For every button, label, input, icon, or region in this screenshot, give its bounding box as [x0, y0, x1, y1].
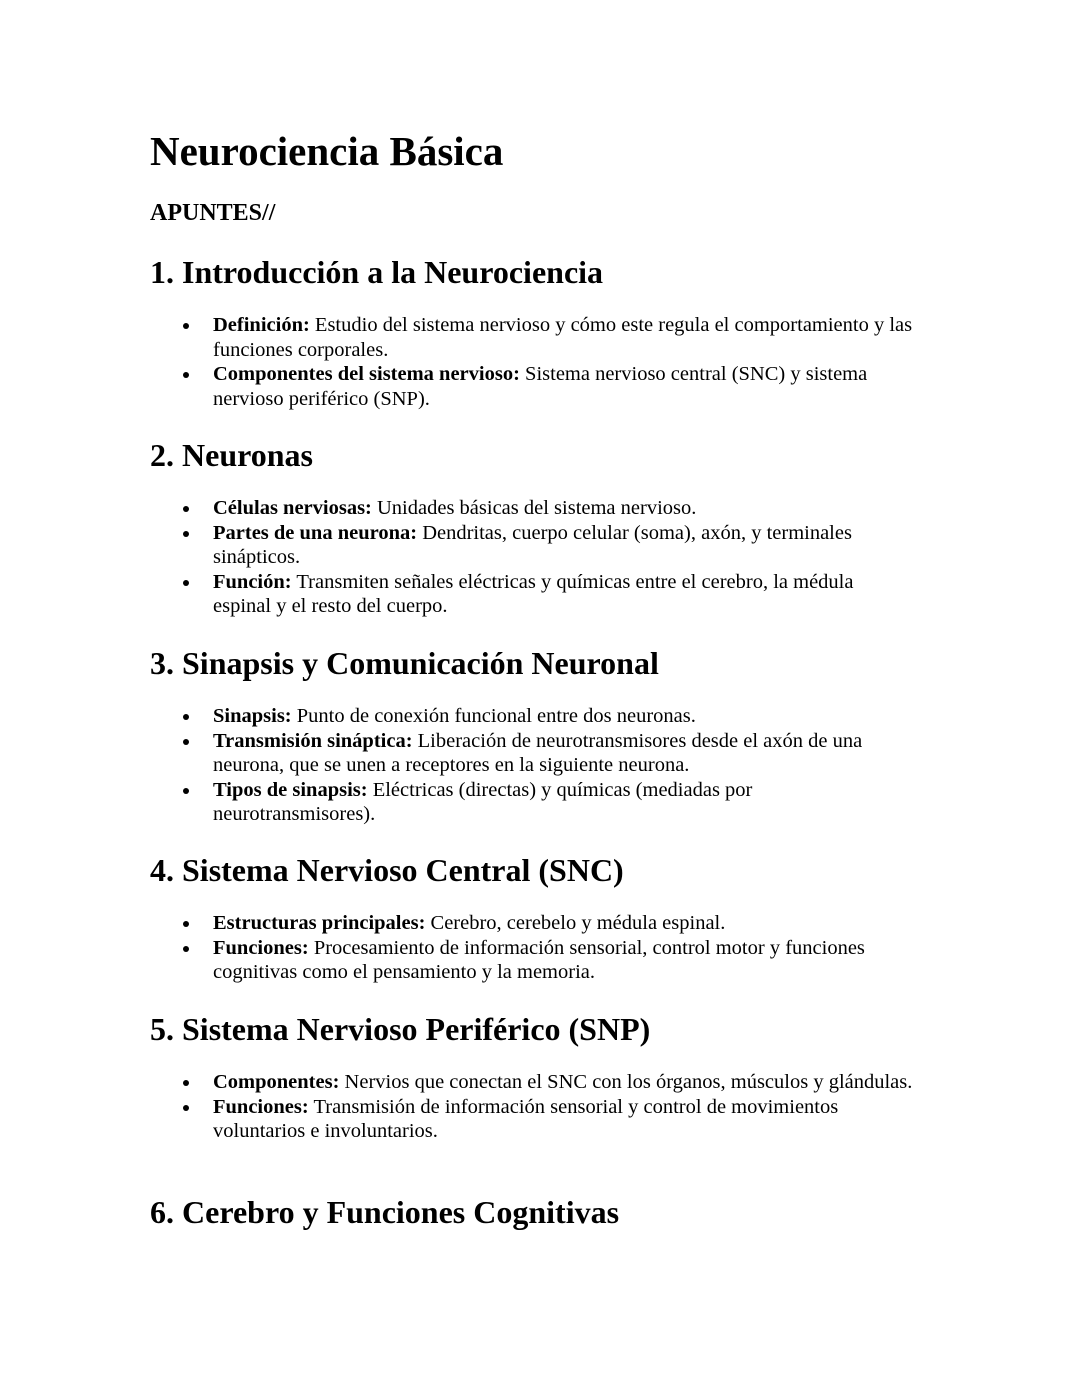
- item-text: Cerebro, cerebelo y médula espinal.: [430, 912, 726, 934]
- bullet-list: [150, 911, 950, 985]
- list-item: [150, 704, 913, 729]
- bullet-icon: [183, 531, 189, 537]
- item-text: Procesamiento de información sensorial, control motor y funciones cognitivas como el pensamiento y la memoria.: [213, 936, 865, 983]
- section-sinapsis: [150, 643, 950, 827]
- item-text: Sistema nervioso central (SNC) y sistema nervioso periférico (SNP).: [213, 363, 868, 410]
- section-heading: 1. Introducción a la Neurociencia: [150, 254, 604, 290]
- list-item: [150, 313, 913, 362]
- item-term: Componentes del sistema nervioso:: [213, 363, 520, 385]
- section-heading: 4. Sistema Nervioso Central (SNC): [150, 852, 624, 888]
- item-text: Transmisión de información sensorial y control de movimientos voluntarios e involuntarios.: [213, 1095, 839, 1142]
- list-item: [150, 496, 913, 521]
- bullet-icon: [183, 739, 189, 745]
- item-text: Nervios que conectan el SNC con los órganos, músculos y glándulas.: [344, 1071, 913, 1093]
- item-text: Unidades básicas del sistema nervioso.: [377, 497, 697, 519]
- item-term: Estructuras principales:: [213, 912, 426, 934]
- item-text: Punto de conexión funcional entre dos neuronas.: [296, 705, 696, 727]
- section-heading: 6. Cerebro y Funciones Cognitivas: [150, 1194, 620, 1230]
- list-item: [150, 729, 913, 778]
- item-term: Función:: [213, 570, 292, 593]
- item-text: Liberación de neurotransmisores desde el axón de una neurona, que se unen a receptores en la siguiente neurona.: [213, 729, 863, 776]
- section-neuronas: [150, 435, 950, 619]
- bullet-list: [150, 313, 950, 411]
- bullet-list: [150, 1070, 950, 1144]
- item-term: Partes de una neurona:: [213, 521, 418, 544]
- item-term: Funciones:: [213, 1095, 309, 1118]
- bullet-icon: [183, 788, 189, 794]
- item-term: Funciones:: [213, 936, 309, 959]
- section-snp: [150, 1009, 950, 1144]
- item-term: Transmisión sináptica:: [213, 729, 413, 752]
- item-term: Componentes:: [213, 1071, 340, 1093]
- bullet-icon: [183, 580, 189, 586]
- bullet-icon: [183, 1105, 189, 1111]
- bullet-icon: [183, 1080, 189, 1086]
- list-item: [150, 1095, 913, 1144]
- section-introduccion: [150, 252, 950, 411]
- bullet-list: [150, 496, 950, 619]
- section-heading: 2. Neuronas: [150, 437, 313, 473]
- item-term: Definición:: [213, 314, 310, 336]
- list-item: [150, 1070, 913, 1095]
- list-item: [150, 570, 913, 619]
- bullet-icon: [183, 921, 189, 927]
- bullet-icon: [183, 506, 189, 512]
- document-subtitle: APUNTES//: [150, 200, 276, 226]
- list-item: [150, 521, 913, 570]
- bullet-icon: [183, 323, 189, 329]
- item-text: Estudio del sistema nervioso y cómo este regula el comportamiento y las funciones corporales.: [213, 314, 913, 361]
- item-term: Células nerviosas:: [213, 497, 372, 519]
- bullet-icon: [183, 946, 189, 952]
- list-item: [150, 778, 913, 827]
- bullet-icon: [183, 714, 189, 720]
- bullet-list: [150, 704, 950, 827]
- item-term: Tipos de sinapsis:: [213, 778, 368, 801]
- item-text: Eléctricas (directas) y químicas (mediadas por neurotransmisores).: [213, 778, 753, 825]
- section-heading: 3. Sinapsis y Comunicación Neuronal: [150, 645, 659, 681]
- list-item: [150, 362, 913, 411]
- item-text: Dendritas, cuerpo celular (soma), axón, y terminales sinápticos.: [213, 521, 852, 568]
- list-item: [150, 936, 913, 985]
- section-heading: 5. Sistema Nervioso Periférico (SNP): [150, 1011, 651, 1047]
- item-text: Transmiten señales eléctricas y químicas entre el cerebro, la médula espinal y el resto del cuerpo.: [213, 570, 854, 617]
- bullet-icon: [183, 372, 189, 378]
- section-snc: [150, 850, 950, 985]
- document-title: Neurociencia Básica: [150, 128, 504, 174]
- item-term: Sinapsis:: [213, 705, 292, 727]
- section-cerebro: [150, 1192, 950, 1232]
- list-item: [150, 911, 913, 936]
